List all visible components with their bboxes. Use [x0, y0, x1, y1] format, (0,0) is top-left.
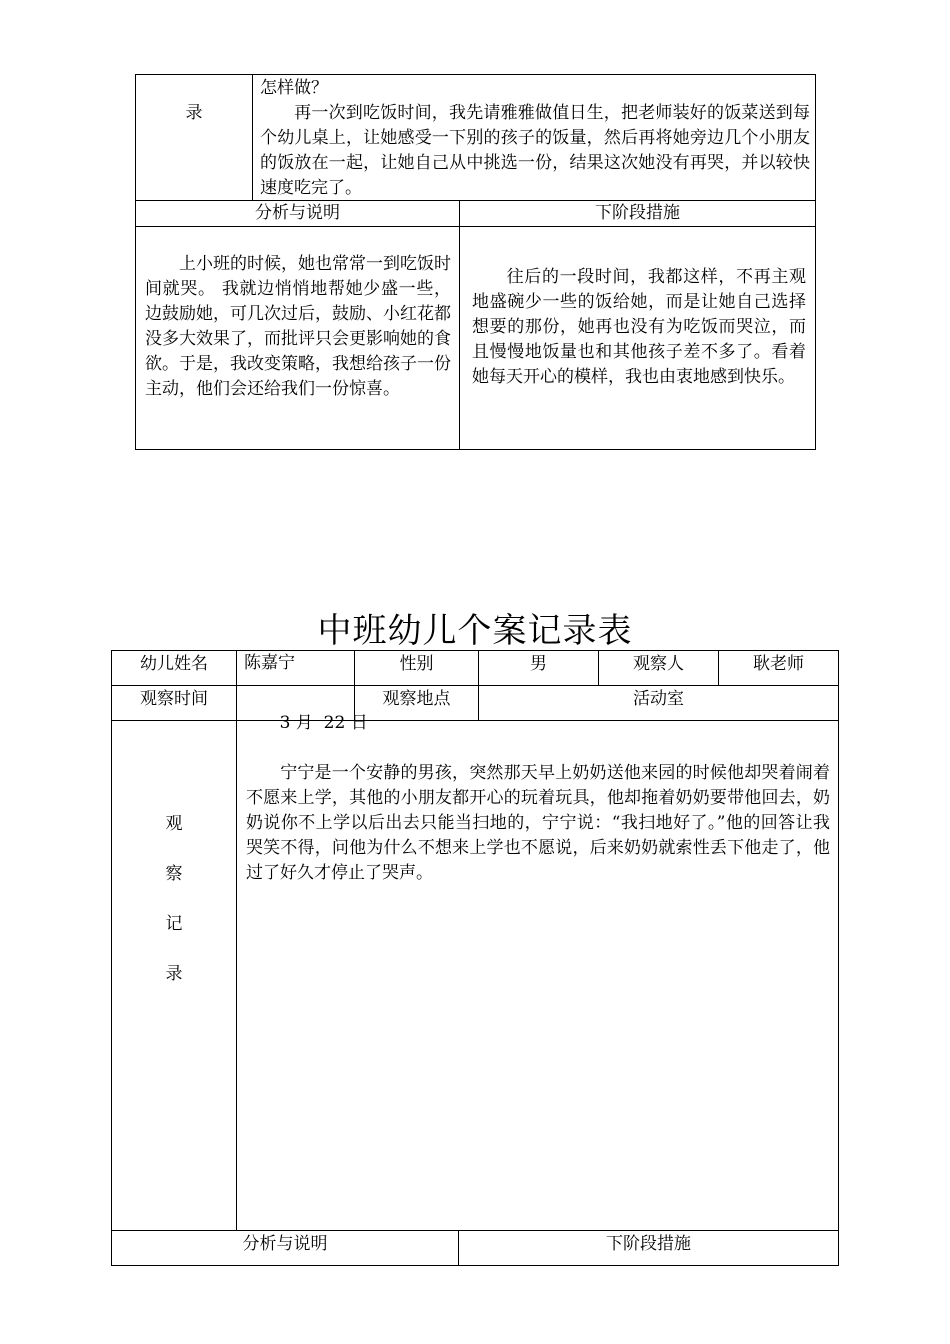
analysis-text: 上小班的时候，她也常常一到吃饭时间就哭。 我就边悄悄地帮她少盛一些，边鼓励她，可几次过后，鼓励、小红花都没多大效果了，而批评只会更影响她的食欲。于是，我改变策略，我想给孩子一份主动，他们会还给我们一份惊喜。 — [145, 254, 451, 399]
measures-text: 往后的一段时间，我都这样，不再主观地盛碗少一些的饭给她，而是让她自己选择想要的那份，她再也没有为吃饭而哭泣，而且慢慢地饭量也和其他孩子差不多了。看着她每天开心的模样，我也由衷地感到快乐。 — [472, 267, 806, 387]
name-value: 陈嘉宁 — [244, 653, 295, 673]
measures-header-2: 下阶段措施 — [606, 1233, 691, 1254]
time-label: 观察时间 — [140, 688, 208, 709]
place-label: 观察地点 — [382, 688, 451, 709]
time-value: 3 月 22 日 — [279, 713, 368, 733]
record-question: 怎样做？ — [260, 78, 328, 98]
record-paragraph: 再一次到吃饭时间，我先请雅雅做值日生，把老师装好的饭菜送到每个幼儿桌上，让她感受一下别的孩子的饭量，然后再将她旁边几个小朋友的饭放在一起，让她自己从中挑选一份，结果这次她没有再哭，并以较快速度吃完了。 — [260, 103, 810, 198]
page-title: 中班幼儿个案记录表 — [317, 610, 633, 651]
observer-value: 耿老师 — [753, 653, 804, 674]
observer-label: 观察人 — [633, 653, 684, 674]
place-value: 活动室 — [633, 688, 684, 709]
gender-value: 男 — [530, 653, 547, 674]
record-vertical-label: 观 察 记 录 — [165, 814, 183, 984]
analysis-header: 分析与说明 — [255, 203, 340, 223]
record-label-fragment: 录 — [185, 102, 203, 123]
gender-label: 性别 — [399, 653, 434, 674]
record-content — [260, 76, 810, 201]
measures-header: 下阶段措施 — [595, 203, 680, 223]
name-label: 幼儿姓名 — [140, 653, 208, 674]
observation-record-text: 宁宁是一个安静的男孩，突然那天早上奶奶送他来园的时候他却哭着闹着不愿来上学，其他的小朋友都开心的玩着玩具，他却拖着奶奶要带他回去，奶奶说你不上学以后出去只能当扫地的，宁宁说：“我扫地好了。”他的回答让我哭笑不得，问他为什么不想来上学也不愿说，后来奶奶就索性丢下他走了，他过了好久才停止了哭声。 — [246, 763, 830, 883]
analysis-header-2: 分析与说明 — [242, 1233, 328, 1254]
